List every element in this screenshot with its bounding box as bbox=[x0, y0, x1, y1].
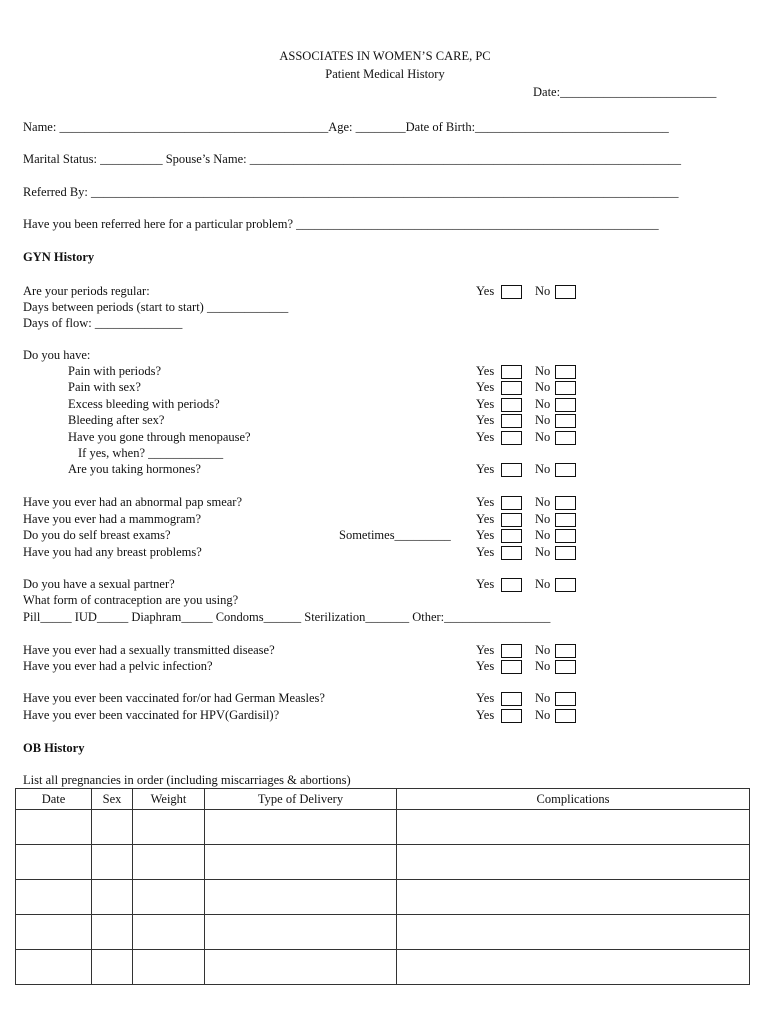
pregnancy-table-header bbox=[16, 789, 750, 810]
bleeding-after-sex-no-label: No bbox=[535, 413, 551, 427]
pain-sex-no-label: No bbox=[535, 380, 551, 394]
sexual-partner-yes-checkbox[interactable] bbox=[501, 578, 522, 592]
hpv-yes-label: Yes bbox=[476, 708, 495, 722]
cell-complications[interactable] bbox=[397, 915, 750, 950]
bleeding-after-sex-yes-label: Yes bbox=[476, 413, 495, 427]
abnormal-pap-no-label: No bbox=[535, 495, 551, 509]
name-age-dob-line[interactable]: Name: ___________________________________________Age: ________Date of Birth:_______________________________ bbox=[23, 120, 669, 134]
bleeding-after-sex-no-checkbox[interactable] bbox=[555, 414, 576, 428]
hormones-no-checkbox[interactable] bbox=[555, 463, 576, 477]
breast-problems-no-label: No bbox=[535, 545, 551, 559]
question-pain-sex: Pain with sex? bbox=[68, 380, 141, 394]
excess-bleeding-no-checkbox[interactable] bbox=[555, 398, 576, 412]
pelvic-infection-no-label: No bbox=[535, 659, 551, 673]
cell-sex[interactable] bbox=[92, 845, 133, 880]
cell-complications[interactable] bbox=[397, 950, 750, 985]
cell-type-of-delivery[interactable] bbox=[205, 880, 397, 915]
sexual-partner-no-label: No bbox=[535, 577, 551, 591]
std-no-label: No bbox=[535, 643, 551, 657]
periods-regular-no-label: No bbox=[535, 284, 551, 298]
hpv-no-checkbox[interactable] bbox=[555, 709, 576, 723]
ob-instructions: List all pregnancies in order (including miscarriages & abortions) bbox=[23, 773, 351, 787]
cell-weight[interactable] bbox=[133, 845, 205, 880]
table-row bbox=[16, 950, 750, 985]
mammogram-yes-checkbox[interactable] bbox=[501, 513, 522, 527]
abnormal-pap-no-checkbox[interactable] bbox=[555, 496, 576, 510]
col-complications: Complications bbox=[397, 789, 750, 810]
question-breast-problems: Have you had any breast problems? bbox=[23, 545, 202, 559]
german-measles-yes-label: Yes bbox=[476, 691, 495, 705]
marital-spouse-line[interactable]: Marital Status: __________ Spouse’s Name: _____________________________________________________________________ bbox=[23, 152, 681, 166]
contraception-options-line[interactable]: Pill_____ IUD_____ Diaphram_____ Condoms______ Sterilization_______ Other:_________________ bbox=[23, 610, 551, 624]
question-sexual-partner: Do you have a sexual partner? bbox=[23, 577, 175, 591]
german-measles-yes-checkbox[interactable] bbox=[501, 692, 522, 706]
sexual-partner-yes-label: Yes bbox=[476, 577, 495, 591]
question-bleeding-after-sex: Bleeding after sex? bbox=[68, 413, 165, 427]
pain-sex-yes-checkbox[interactable] bbox=[501, 381, 522, 395]
pregnancy-table-body bbox=[16, 810, 750, 985]
ob-history-heading: OB History bbox=[23, 741, 85, 755]
excess-bleeding-yes-label: Yes bbox=[476, 397, 495, 411]
periods-regular-yes-label: Yes bbox=[476, 284, 495, 298]
cell-complications[interactable] bbox=[397, 880, 750, 915]
pelvic-infection-yes-checkbox[interactable] bbox=[501, 660, 522, 674]
excess-bleeding-no-label: No bbox=[535, 397, 551, 411]
cell-complications[interactable] bbox=[397, 845, 750, 880]
pregnancy-table bbox=[15, 788, 750, 985]
col-weight: Weight bbox=[133, 789, 205, 810]
cell-sex[interactable] bbox=[92, 950, 133, 985]
hormones-no-label: No bbox=[535, 462, 551, 476]
self-breast-exam-no-label: No bbox=[535, 528, 551, 542]
cell-date[interactable] bbox=[16, 950, 92, 985]
cell-type-of-delivery[interactable] bbox=[205, 810, 397, 845]
sometimes-field[interactable]: Sometimes_________ bbox=[339, 528, 451, 542]
cell-date[interactable] bbox=[16, 880, 92, 915]
cell-sex[interactable] bbox=[92, 880, 133, 915]
question-hpv: Have you ever been vaccinated for HPV(Gardisil)? bbox=[23, 708, 280, 722]
breast-problems-yes-label: Yes bbox=[476, 545, 495, 559]
mammogram-yes-label: Yes bbox=[476, 512, 495, 526]
periods-regular-yes-checkbox[interactable] bbox=[501, 285, 522, 299]
referral-problem-line[interactable]: Have you been referred here for a particular problem? __________________________________________________________ bbox=[23, 217, 659, 231]
cell-sex[interactable] bbox=[92, 810, 133, 845]
std-no-checkbox[interactable] bbox=[555, 644, 576, 658]
practice-name: ASSOCIATES IN WOMEN’S CARE, PC bbox=[279, 49, 491, 63]
self-breast-exam-no-checkbox[interactable] bbox=[555, 529, 576, 543]
cell-weight[interactable] bbox=[133, 810, 205, 845]
table-row bbox=[16, 915, 750, 950]
col-date: Date bbox=[16, 789, 92, 810]
pain-periods-yes-checkbox[interactable] bbox=[501, 365, 522, 379]
col-type-of-delivery: Type of Delivery bbox=[205, 789, 397, 810]
bleeding-after-sex-yes-checkbox[interactable] bbox=[501, 414, 522, 428]
pain-sex-no-checkbox[interactable] bbox=[555, 381, 576, 395]
hormones-yes-checkbox[interactable] bbox=[501, 463, 522, 477]
excess-bleeding-yes-checkbox[interactable] bbox=[501, 398, 522, 412]
question-german-measles: Have you ever been vaccinated for/or had German Measles? bbox=[23, 691, 325, 705]
date-field[interactable]: Date:_________________________ bbox=[533, 85, 717, 99]
menopause-yes-checkbox[interactable] bbox=[501, 431, 522, 445]
german-measles-no-checkbox[interactable] bbox=[555, 692, 576, 706]
self-breast-exam-yes-checkbox[interactable] bbox=[501, 529, 522, 543]
cell-date[interactable] bbox=[16, 810, 92, 845]
cell-date[interactable] bbox=[16, 915, 92, 950]
question-abnormal-pap: Have you ever had an abnormal pap smear? bbox=[23, 495, 243, 509]
question-pain-periods: Pain with periods? bbox=[68, 364, 162, 378]
col-sex: Sex bbox=[92, 789, 133, 810]
pelvic-infection-no-checkbox[interactable] bbox=[555, 660, 576, 674]
cell-weight[interactable] bbox=[133, 915, 205, 950]
pain-sex-yes-label: Yes bbox=[476, 380, 495, 394]
do-you-have-label: Do you have: bbox=[23, 348, 91, 362]
days-of-flow-field[interactable]: Days of flow: ______________ bbox=[23, 316, 183, 330]
menopause-yes-label: Yes bbox=[476, 430, 495, 444]
table-row bbox=[16, 880, 750, 915]
form-title: Patient Medical History bbox=[325, 67, 445, 81]
hpv-no-label: No bbox=[535, 708, 551, 722]
german-measles-no-label: No bbox=[535, 691, 551, 705]
pain-periods-no-label: No bbox=[535, 364, 551, 378]
table-row bbox=[16, 810, 750, 845]
cell-type-of-delivery[interactable] bbox=[205, 845, 397, 880]
question-self-breast-exam: Do you do self breast exams? bbox=[23, 528, 171, 542]
question-std: Have you ever had a sexually transmitted disease? bbox=[23, 643, 275, 657]
question-contraception: What form of contraception are you using? bbox=[23, 593, 239, 607]
question-menopause: Have you gone through menopause? bbox=[68, 430, 251, 444]
cell-weight[interactable] bbox=[133, 950, 205, 985]
question-pelvic-infection: Have you ever had a pelvic infection? bbox=[23, 659, 213, 673]
cell-sex[interactable] bbox=[92, 915, 133, 950]
breast-problems-yes-checkbox[interactable] bbox=[501, 546, 522, 560]
gyn-history-heading: GYN History bbox=[23, 250, 95, 264]
mammogram-no-label: No bbox=[535, 512, 551, 526]
pelvic-infection-yes-label: Yes bbox=[476, 659, 495, 673]
menopause-no-checkbox[interactable] bbox=[555, 431, 576, 445]
hpv-yes-checkbox[interactable] bbox=[501, 709, 522, 723]
abnormal-pap-yes-label: Yes bbox=[476, 495, 495, 509]
referred-by-line[interactable]: Referred By: ______________________________________________________________________________________________ bbox=[23, 185, 679, 199]
cell-type-of-delivery[interactable] bbox=[205, 915, 397, 950]
menopause-no-label: No bbox=[535, 430, 551, 444]
question-excess-bleeding: Excess bleeding with periods? bbox=[68, 397, 220, 411]
cell-weight[interactable] bbox=[133, 880, 205, 915]
hormones-yes-label: Yes bbox=[476, 462, 495, 476]
days-between-periods-field[interactable]: Days between periods (start to start) _____________ bbox=[23, 300, 289, 314]
cell-type-of-delivery[interactable] bbox=[205, 950, 397, 985]
question-mammogram: Have you ever had a mammogram? bbox=[23, 512, 202, 526]
question-periods-regular: Are your periods regular: bbox=[23, 284, 150, 298]
table-row bbox=[16, 845, 750, 880]
self-breast-exam-yes-label: Yes bbox=[476, 528, 495, 542]
cell-complications[interactable] bbox=[397, 810, 750, 845]
question-hormones: Are you taking hormones? bbox=[68, 462, 201, 476]
periods-regular-no-checkbox[interactable] bbox=[555, 285, 576, 299]
menopause-when-field[interactable]: If yes, when? ____________ bbox=[78, 446, 224, 460]
std-yes-checkbox[interactable] bbox=[501, 644, 522, 658]
sexual-partner-no-checkbox[interactable] bbox=[555, 578, 576, 592]
breast-problems-no-checkbox[interactable] bbox=[555, 546, 576, 560]
abnormal-pap-yes-checkbox[interactable] bbox=[501, 496, 522, 510]
cell-date[interactable] bbox=[16, 845, 92, 880]
std-yes-label: Yes bbox=[476, 643, 495, 657]
mammogram-no-checkbox[interactable] bbox=[555, 513, 576, 527]
pain-periods-no-checkbox[interactable] bbox=[555, 365, 576, 379]
pain-periods-yes-label: Yes bbox=[476, 364, 495, 378]
